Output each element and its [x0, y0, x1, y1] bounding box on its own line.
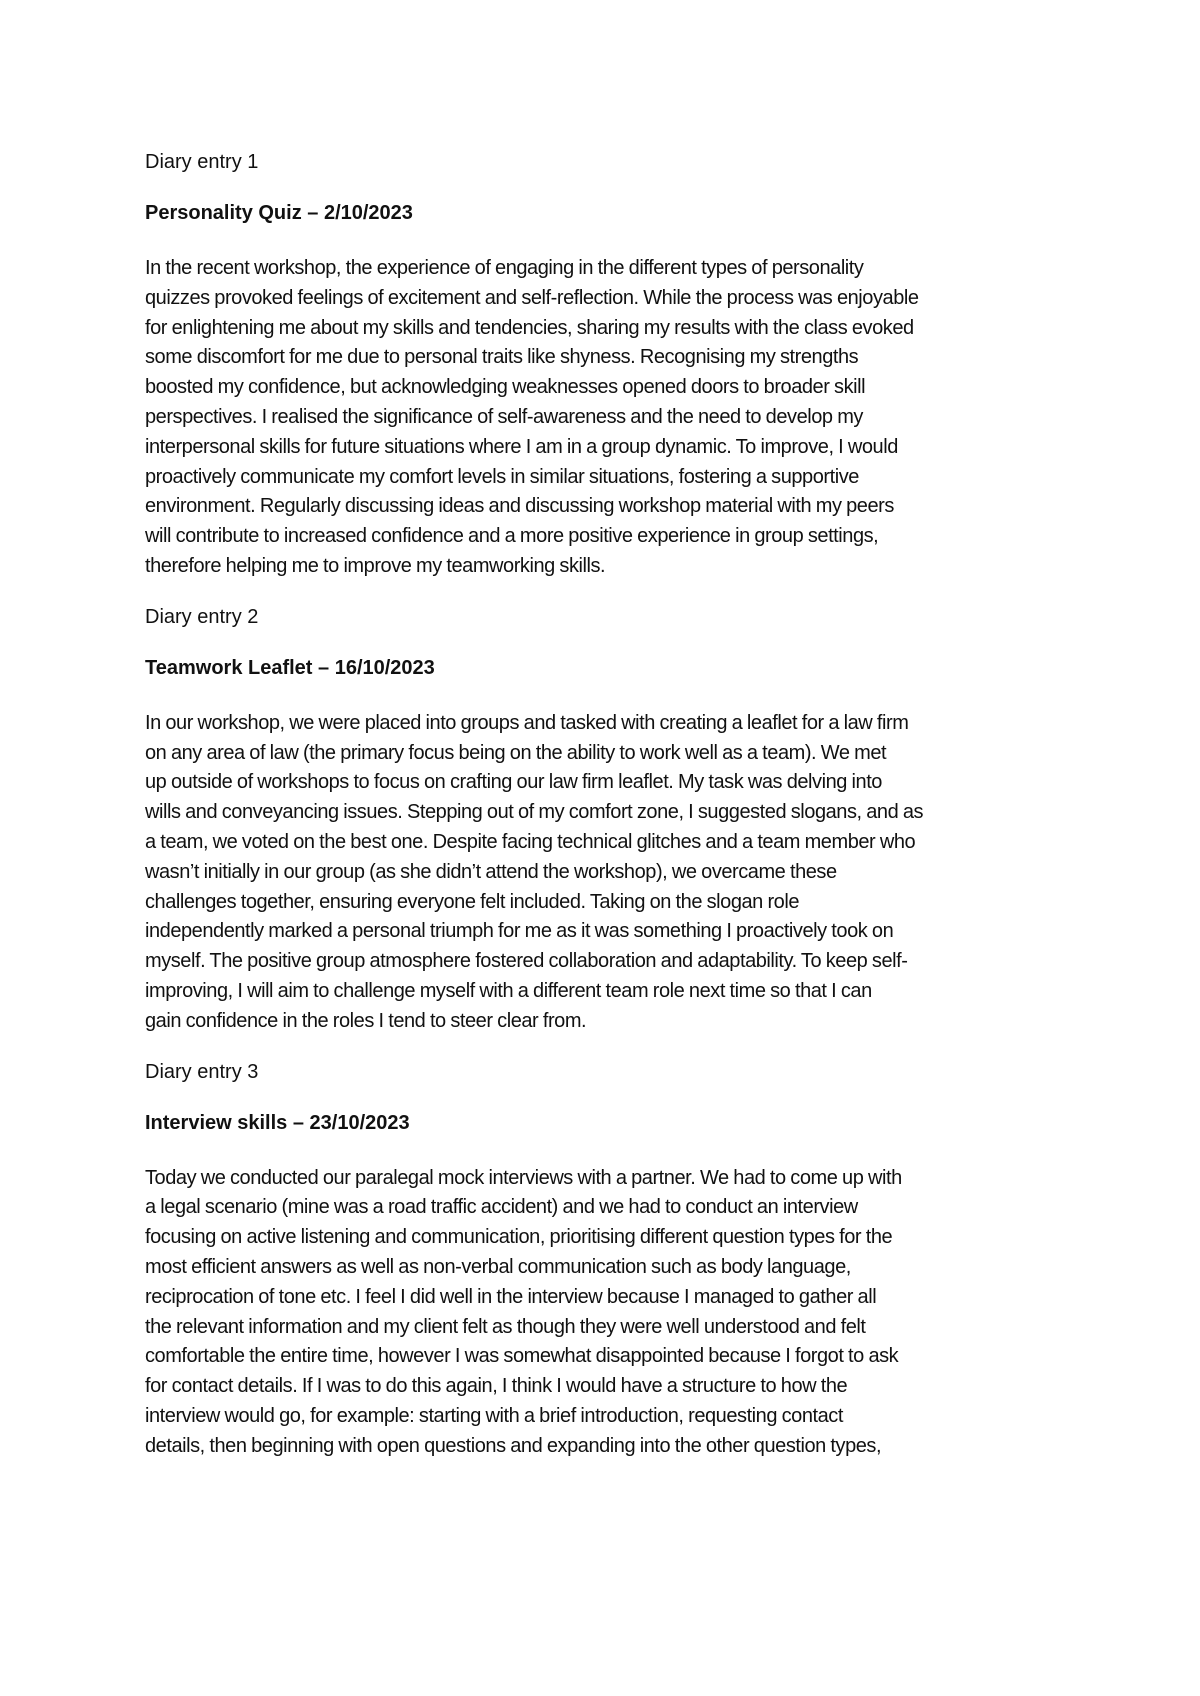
diary-entry-2 — [145, 603, 1200, 1037]
entry-label: Diary entry 1 — [145, 151, 259, 173]
entry-body: In our workshop, we were placed into groups and tasked with creating a leaflet for a law firm on any area of law (the primary focus being on the ability to work well as a team). We met up outside of workshops to focus on crafting our law firm leaflet. My task was delving into wills and conveyancing issues. Stepping out of my comfort zone, I suggested slogans, and as a team, we voted on the best one. Despite facing technical glitches and a team member who wasn’t initially in our group (as she didn’t attend the workshop), we overcame these challenges together, ensuring everyone felt included. Taking on the slogan role independently marked a personal triumph for me as it was something I proactively took on myself. The positive group atmosphere fostered collaboration and adaptability. To keep self- improving, I will aim to challenge myself with a different team role next time so that I can gain confidence in the roles I tend to steer clear from. — [145, 711, 924, 1032]
entry-label: Diary entry 3 — [145, 1060, 259, 1083]
diary-entry-3 — [145, 1058, 1200, 1462]
entry-heading: Interview skills – 23/10/2023 — [145, 1111, 410, 1134]
entry-body: Today we conducted our paralegal mock interviews with a partner. We had to come up with a legal scenario (mine was a road traffic accident) and we had to conduct an interview focusing on active listening and communication, prioritising different question types for the most efficient answers as well as non-verbal communication such as body language, reciprocation of tone etc. I feel I did well in the interview because I managed to gather all the relevant information and my client felt as though they were well understood and felt comfortable the entire time, however I was somewhat disappointed because I forgot to ask for contact details. If I was to do this again, I think I would have a structure to how the interview would go, for example: starting with a brief introduction, requesting contact details, then beginning with open questions and expanding into the other question types, — [145, 1166, 902, 1457]
diary-entry-1 — [145, 148, 1200, 582]
entry-heading: Personality Quiz – 2/10/2023 — [145, 202, 413, 224]
entry-heading: Teamwork Leaflet – 16/10/2023 — [145, 656, 435, 679]
entry-body: In the recent workshop, the experience of engaging in the different types of personality quizzes provoked feelings of excitement and self-reflection. While the process was enjoyable for enlightening me about my skills and tendencies, sharing my results with the class evoked some discomfort for me due to personal traits like shyness. Recognising my strengths boosted my confidence, but acknowledging weaknesses opened doors to broader skill perspectives. I realised the significance of self-awareness and the need to develop my interpersonal skills for future situations where I am in a group dynamic. To improve, I would proactively communicate my comfort levels in similar situations, fostering a supportive environment. Regularly discussing ideas and discussing workshop material with my peers will contribute to increased confidence and a more positive experience in group settings, therefore helping me to improve my teamworking skills. — [145, 257, 919, 577]
entry-label: Diary entry 2 — [145, 605, 259, 628]
